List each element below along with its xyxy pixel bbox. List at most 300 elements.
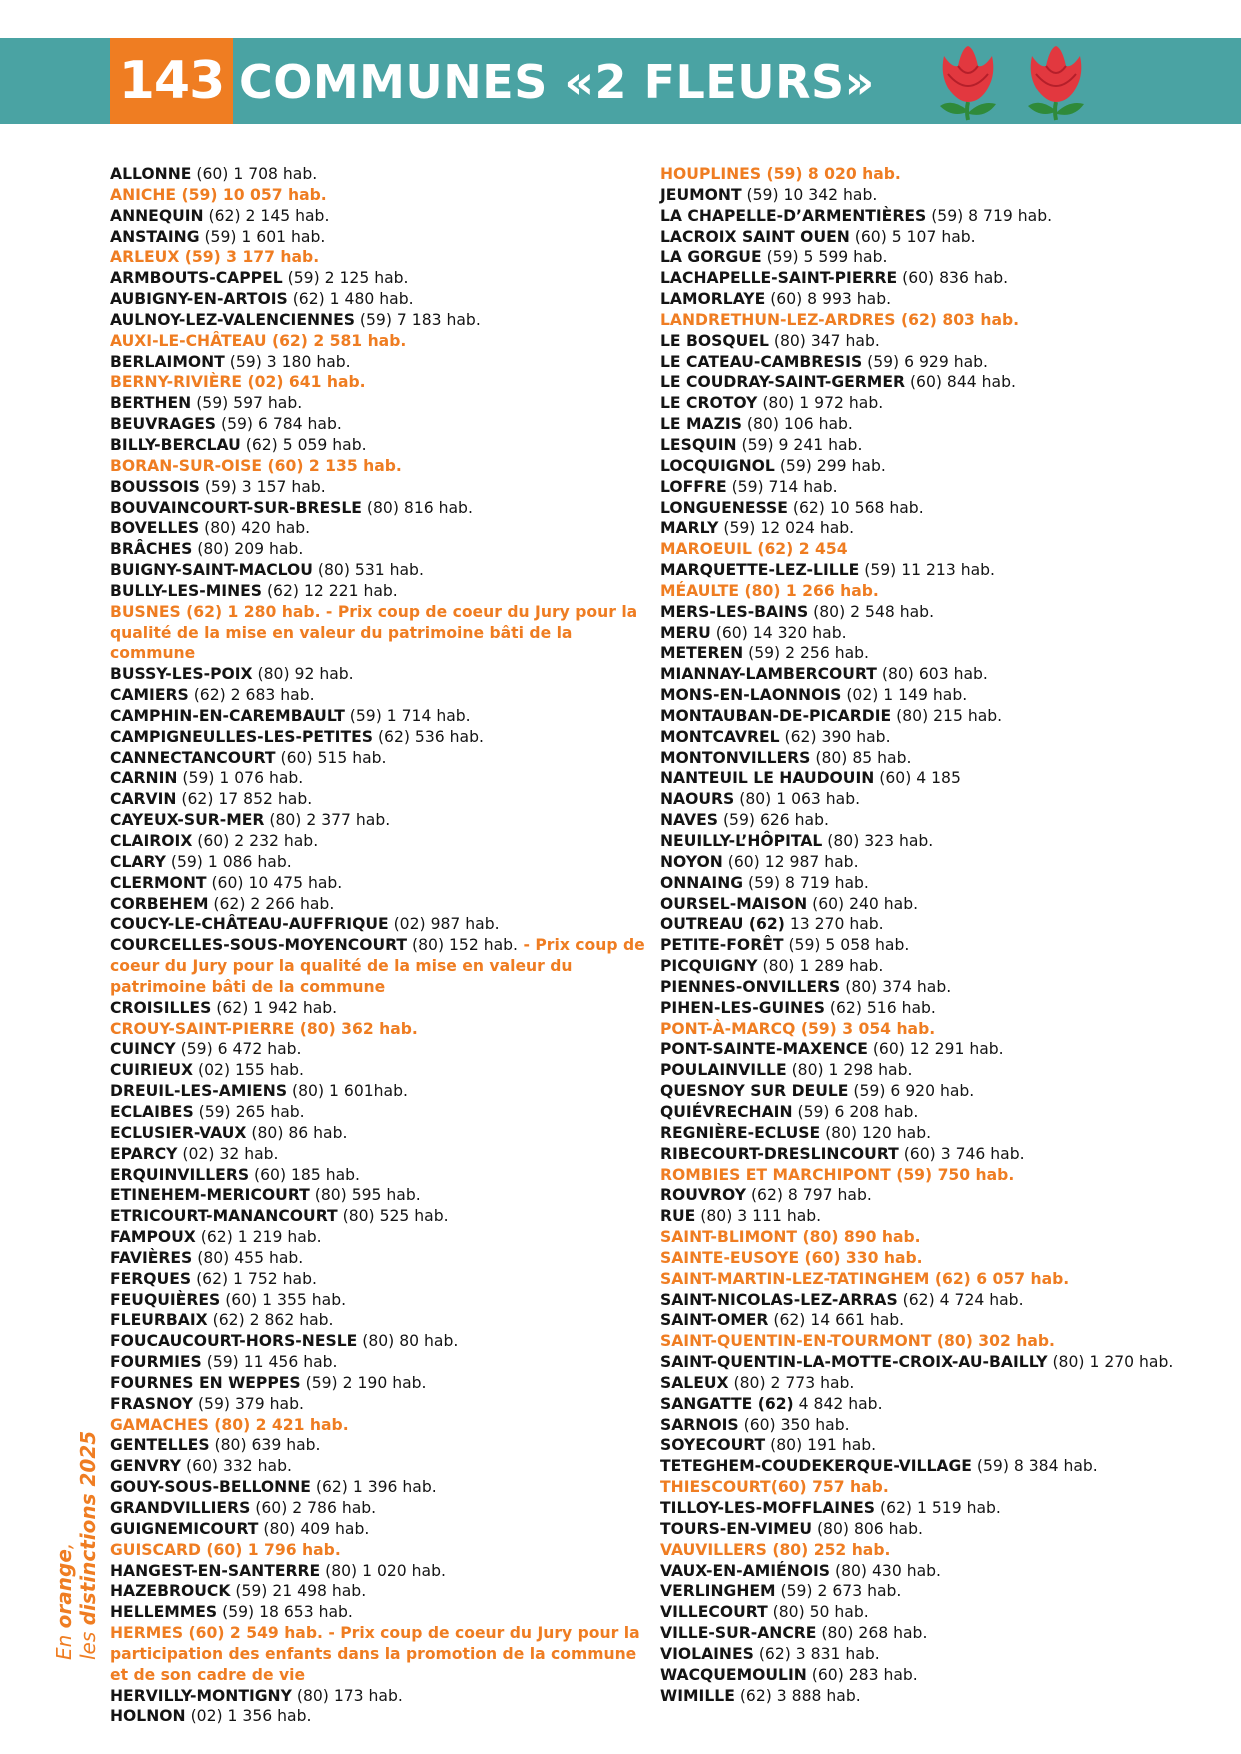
commune-name: HERVILLY-MONTIGNY [110,1686,292,1705]
commune-details: (80) 374 hab. [840,977,952,996]
commune-entry [660,1456,1220,1477]
commune-entry [660,1290,1220,1311]
commune-entry [110,518,646,539]
commune-details: (62) 516 hab. [824,998,936,1017]
commune-entry [110,498,646,519]
commune-name: LESQUIN [660,435,737,454]
commune-details: (59) 21 498 hab. [230,1582,367,1601]
commune-entry [660,498,1220,519]
commune-entry [660,414,1220,435]
commune-name: CUINCY [110,1040,176,1059]
commune-name: SOYECOURT [660,1436,766,1455]
commune-entry [660,1373,1220,1394]
commune-name: SARNOIS [660,1415,739,1434]
commune-entry [110,664,646,685]
commune-details: (59) 1 076 hab. [177,769,304,788]
commune-details: (80) 455 hab. [192,1248,304,1267]
commune-entry [110,1373,646,1394]
commune-name: PONT-SAINTE-MAXENCE [660,1040,868,1059]
commune-name: VILLECOURT [660,1603,768,1622]
commune-details: (60) 240 hab. [807,894,919,913]
commune-entry [660,1310,1220,1331]
commune-name: LA CHAPELLE-D’ARMENTIÈRES [660,206,927,225]
commune-entry [110,831,646,852]
commune-details: (59) 6 920 hab. [848,1082,975,1101]
commune-details: (80) 531 hab. [312,561,424,580]
commune-details: (62) 1 280 hab. - Prix coup de coeur du Jury pour la qualité de la mise en valeur du patrimoine bâti de la commune [110,602,638,663]
commune-entry [110,247,646,268]
side-note-segment: orange [52,1549,76,1629]
commune-details: (02) 641 hab. [242,373,366,392]
commune-entry [660,268,1220,289]
commune-name: ARLEUX [110,248,180,267]
commune-details: (60) 2 786 hab. [250,1499,377,1517]
commune-entry [110,998,646,1019]
commune-name: PIENNES-ONVILLERS [660,977,841,996]
commune-details: (02) 1 356 hab. [185,1707,312,1726]
commune-entry [660,1102,1220,1123]
commune-details: (62) 8 797 hab. [746,1186,872,1205]
commune-details: (62) 1 480 hab. [287,290,414,309]
commune-details: (02) 1 149 hab. [841,686,968,705]
commune-entry [110,581,646,602]
commune-details: (62) 12 221 hab. [262,581,398,600]
commune-entry [660,1561,1220,1582]
side-note-segment: distinctions 2025 [76,1430,100,1626]
commune-entry [660,685,1220,706]
commune-name: FLEURBAIX [110,1311,208,1330]
commune-details: (60) 185 hab. [249,1165,361,1184]
commune-name: ROMBIES ET MARCHIPONT [660,1165,891,1184]
commune-name: DREUIL-LES-AMIENS [110,1082,288,1101]
commune-name: METEREN [660,644,744,663]
commune-name: ECLAIBES [110,1102,194,1121]
commune-details: (62) 3 831 hab. [753,1644,880,1663]
commune-name: ANICHE [110,185,177,204]
commune-name: SAINTE-EUSOYE [660,1248,800,1267]
commune-name: TILLOY-LES-MOFFLAINES [660,1499,876,1517]
commune-entry [660,1602,1220,1623]
commune-details: (62) 2 683 hab. [188,686,315,705]
commune-details: (60) 330 hab. [799,1248,923,1267]
commune-name: MARQUETTE-LEZ-LILLE [660,561,860,580]
commune-name: QUIÉVRECHAIN [660,1102,793,1121]
commune-entry [660,1081,1220,1102]
commune-name: ECLUSIER-VAUX [110,1123,247,1142]
commune-details: (59) 299 hab. [774,456,886,475]
commune-entry [110,1290,646,1311]
commune-details: (59) 626 hab. [718,811,829,830]
commune-name: FERQUES [110,1269,192,1288]
commune-entry [660,1519,1220,1540]
commune-name: FAMPOUX [110,1228,196,1247]
commune-details: (80) 268 hab. [816,1624,928,1643]
commune-name: NAVES [660,811,719,830]
commune-details: (02) 155 hab. [193,1061,305,1080]
side-note-line-1 [52,1360,76,1660]
commune-details: (80) 430 hab. [830,1561,941,1580]
commune-name: RIBECOURT-DRESLINCOURT [660,1144,899,1163]
commune-entry [110,1706,646,1727]
commune-entry [660,706,1220,727]
commune-entry [660,643,1220,664]
commune-entry [110,894,646,915]
commune-entry [110,1623,646,1686]
commune-details: (80) 2 773 hab. [728,1373,855,1392]
commune-name: NOYON [660,852,723,871]
commune-name: BUSNES [110,602,181,621]
commune-details: (80) 86 hab. [246,1123,348,1142]
commune-details: (59) 8 384 hab. [971,1457,1098,1476]
commune-details: (80) 85 hab. [810,748,912,767]
commune-details: (59) 265 hab. [193,1102,305,1121]
commune-entry [660,998,1220,1019]
commune-name: CROUY-SAINT-PIERRE [110,1019,295,1038]
commune-details: (59) 6 472 hab. [175,1040,302,1059]
commune-entry [660,1227,1220,1248]
commune-entry [110,1561,646,1582]
commune-entry [660,289,1220,310]
commune-entry [660,1331,1220,1352]
commune-details: (62) 390 hab. [779,727,891,746]
commune-name: GUIGNEMICOURT [110,1519,259,1538]
commune-name: HANGEST-EN-SANTERRE [110,1561,321,1580]
commune-entry [660,581,1220,602]
commune-entry [110,310,646,331]
commune-details: (59) 597 hab. [191,394,303,413]
commune-details: (59) 3 054 hab. [795,1019,936,1038]
commune-name: PONT-À-MARCQ [660,1019,796,1038]
commune-name: CLARY [110,852,166,871]
commune-entry [660,852,1220,873]
commune-entry [110,1477,646,1498]
commune-details: (80) 50 hab. [767,1603,869,1622]
commune-prize: - Prix coup de coeur du Jury pour la qualité de la mise en valeur du patrimoine bâti de la commune [110,936,645,996]
commune-entry [110,1394,646,1415]
commune-details: (59) 9 241 hab. [736,435,863,454]
commune-name: VILLE-SUR-ANCRE [660,1624,817,1643]
commune-details: (59) 1 086 hab. [165,852,292,871]
commune-name: ETINEHEM-MERICOURT [110,1186,310,1205]
commune-details: (80) 1 020 hab. [320,1561,446,1580]
commune-entry [660,623,1220,644]
commune-details: (62) 1 219 hab. [195,1228,322,1247]
commune-details: (59) 750 hab. [890,1165,1015,1184]
commune-entry [660,1623,1220,1644]
side-note-segment: , [52,1542,76,1550]
commune-name: VERLINGHEM [660,1582,776,1601]
commune-name: CARNIN [110,769,178,788]
commune-details: (80) 1 063 hab. [734,790,861,809]
commune-entry [660,831,1220,852]
commune-name: BRÂCHES [110,540,193,559]
commune-name: COUCY-LE-CHÂTEAU-AUFFRIQUE [110,915,389,934]
commune-entry [110,1269,646,1290]
commune-entry [660,456,1220,477]
commune-details: (62) 803 hab. [895,310,1020,329]
commune-name: AULNOY-LEZ-VALENCIENNES [110,310,355,329]
commune-entry [660,1123,1220,1144]
commune-name: BOVELLES [110,519,200,538]
commune-name: LOCQUIGNOL [660,456,775,475]
commune-entry [660,560,1220,581]
commune-entry [110,1581,646,1602]
commune-name: NANTEUIL LE HAUDOUIN [660,769,875,788]
commune-entry [110,727,646,748]
commune-name: LAMORLAYE [660,290,766,309]
commune-name: CLAIROIX [110,832,193,850]
commune-name: OURSEL-MAISON [660,894,808,913]
commune-name: PIHEN-LES-GUINES [660,998,825,1017]
commune-name: EPARCY [110,1144,178,1163]
commune-details: (60) 757 hab. [770,1478,889,1497]
commune-details: (60) 2 135 hab. [262,456,402,475]
commune-details: (60) 12 291 hab. [867,1040,1004,1059]
commune-name: SAINT-BLIMONT [660,1228,798,1247]
commune-entry [110,768,646,789]
commune-name: SALEUX [660,1373,729,1392]
commune-entry [110,1415,646,1436]
commune-entry [110,789,646,810]
commune-details: (80) 1 298 hab. [786,1061,913,1080]
commune-details: (60) 14 320 hab. [710,623,847,642]
commune-entry [660,1060,1220,1081]
commune-entry [660,914,1220,935]
commune-entry [110,1123,646,1144]
commune-entry [660,1435,1220,1456]
commune-entry [660,1248,1220,1269]
commune-details: (59) 11 456 hab. [201,1353,338,1372]
commune-entry [110,1102,646,1123]
commune-name: ETRICOURT-MANANCOURT [110,1207,338,1226]
commune-name: OUTREAU (62) [660,915,785,934]
commune-entry [110,268,646,289]
commune-entry [660,518,1220,539]
commune-name: QUESNOY SUR DEULE [660,1082,849,1101]
commune-name: CUIRIEUX [110,1061,194,1080]
commune-entry [110,1039,646,1060]
commune-entry [110,935,646,998]
commune-name: LE CROTOY [660,394,758,413]
commune-details: (60) 2 549 hab. - Prix coup de coeur du Jury pour la participation des enfants dans la promotion de la commune et de son cadre de vie [110,1624,640,1684]
commune-entry [110,1248,646,1269]
commune-list-right [660,164,1220,1706]
commune-name: HERMES [110,1624,184,1643]
commune-entry [660,1686,1220,1707]
commune-details: (59) 11 213 hab. [859,561,996,580]
commune-entry [110,706,646,727]
commune-name: PICQUIGNY [660,957,758,976]
commune-entry [110,1498,646,1519]
commune-entry [110,1310,646,1331]
commune-details: (80) 2 548 hab. [808,602,935,621]
commune-entry [660,1415,1220,1436]
commune-details: (80) 603 hab. [876,665,988,684]
commune-entry [660,247,1220,268]
commune-name: HOLNON [110,1707,186,1726]
commune-entry [660,372,1220,393]
commune-name: MIANNAY-LAMBERCOURT [660,665,877,684]
commune-name: SANGATTE (62) [660,1394,794,1413]
commune-name: CANNECTANCOURT [110,748,276,767]
commune-name: CAMPIGNEULLES-LES-PETITES [110,727,373,746]
commune-entry [110,1144,646,1165]
commune-details: (62) 3 888 hab. [734,1686,861,1705]
commune-entry [110,331,646,352]
commune-name: TETEGHEM-COUDEKERQUE-VILLAGE [660,1457,972,1476]
commune-name: CORBEHEM [110,894,209,913]
commune-name: FOURNES EN WEPPES [110,1373,301,1392]
commune-name: ANNEQUIN [110,206,204,225]
commune-name: ONNAING [660,873,744,892]
commune-name: FOUCAUCOURT-HORS-NESLE [110,1332,358,1351]
commune-details: (59) 8 719 hab. [926,206,1053,225]
commune-name: MÉAULTE [660,581,740,600]
commune-name: BOUSSOIS [110,477,200,496]
commune-entry [660,810,1220,831]
commune-details: (59) 8 719 hab. [743,873,869,892]
commune-name: BOUVAINCOURT-SUR-BRESLE [110,498,362,517]
commune-details: (80) 323 hab. [822,832,934,850]
commune-details: (80) 173 hab. [291,1686,403,1705]
commune-name: ANSTAING [110,227,200,246]
commune-entry [110,414,646,435]
commune-name: LE CATEAU-CAMBRESIS [660,352,863,371]
commune-entry [660,768,1220,789]
commune-entry [110,1165,646,1186]
commune-entry [110,748,646,769]
commune-entry [110,456,646,477]
commune-name: MERU [660,623,711,642]
commune-name: LE MAZIS [660,415,742,434]
commune-details: (60) 1 796 hab. [200,1540,341,1559]
commune-details: (80) 409 hab. [258,1519,370,1538]
commune-entry [110,289,646,310]
commune-name: BERTHEN [110,394,192,413]
side-note [52,1360,100,1660]
commune-entry [660,310,1220,331]
commune-details: (80) 1 266 hab. [739,581,879,600]
commune-entry [110,1352,646,1373]
commune-entry [660,206,1220,227]
commune-details: (80) 215 hab. [891,706,1003,725]
commune-entry [660,1165,1220,1186]
commune-details: (62) 1 942 hab. [211,998,338,1017]
commune-name: BUSSY-LES-POIX [110,665,253,684]
commune-name: FAVIÈRES [110,1248,193,1267]
commune-name: BERNY-RIVIÈRE [110,373,243,392]
commune-details: (62) 2 266 hab. [208,894,335,913]
commune-name: GRANDVILLIERS [110,1499,251,1517]
commune-entry [660,748,1220,769]
commune-entry [660,1206,1220,1227]
commune-details: (62) 2 862 hab. [207,1311,334,1330]
commune-entry [660,1039,1220,1060]
commune-name: WIMILLE [660,1686,735,1705]
commune-name: CROISILLES [110,998,212,1017]
commune-details: (60) 283 hab. [806,1665,918,1684]
commune-name: FEUQUIÈRES [110,1290,221,1309]
commune-name: BULLY-LES-MINES [110,581,263,600]
commune-name: CAMPHIN-EN-CAREMBAULT [110,706,345,725]
commune-entry [110,227,646,248]
commune-details: (59) 12 024 hab. [718,519,855,538]
flowers-logo [930,40,1110,122]
commune-details: (59) 379 hab. [193,1394,304,1413]
commune-details: (80) 420 hab. [199,519,311,538]
commune-details: (59) 2 125 hab. [282,269,409,288]
commune-name: RUE [660,1207,696,1226]
commune-entry [660,1540,1220,1561]
commune-details: (62) 10 568 hab. [787,498,924,517]
commune-details: (02) 32 hab. [177,1144,279,1163]
commune-name: ALLONNE [110,165,192,183]
commune-entry [110,1206,646,1227]
commune-name: MAROEUIL [660,540,752,559]
commune-details: (60) 5 107 hab. [849,227,976,246]
commune-entry [660,664,1220,685]
commune-entry [660,602,1220,623]
commune-details: (60) 350 hab. [738,1415,850,1434]
commune-details: (59) 3 157 hab. [199,477,326,496]
commune-details: (80) 595 hab. [309,1186,421,1205]
commune-entry [660,1581,1220,1602]
commune-details: (80) 890 hab. [797,1228,921,1247]
commune-details: (62) 1 519 hab. [875,1499,1001,1517]
commune-name: LA GORGUE [660,248,762,267]
commune-name: BERLAIMONT [110,352,225,371]
commune-name: THIESCOURT [660,1478,771,1497]
commune-details: (59) 6 784 hab. [216,415,342,434]
commune-entry [110,1331,646,1352]
commune-entry [660,185,1220,206]
commune-name: SAINT-OMER [660,1311,769,1330]
commune-entry [110,685,646,706]
commune-list-left [110,164,646,1727]
commune-details: (59) 10 057 hab. [176,185,327,204]
commune-details: (80) 806 hab. [812,1519,923,1538]
commune-details: (62) 2 454 [751,540,848,559]
commune-details: (62) 2 581 hab. [266,331,407,350]
commune-details: (60) 12 987 hab. [722,852,859,871]
commune-details: (59) 8 020 hab. [761,165,901,183]
commune-name: LANDRETHUN-LEZ-ARDRES [660,310,896,329]
commune-details: (60) 515 hab. [275,748,387,767]
commune-details: (60) 836 hab. [897,269,1009,288]
commune-details: (80) 816 hab. [361,498,473,517]
commune-details: 4 842 hab. [793,1394,883,1413]
commune-details: (59) 3 177 hab. [179,248,320,267]
commune-name: LONGUENESSE [660,498,788,517]
commune-name: BILLY-BERCLAU [110,435,241,454]
commune-entry [110,185,646,206]
commune-details: (80) 92 hab. [252,665,354,684]
commune-name: GENTELLES [110,1436,210,1455]
commune-entry [660,435,1220,456]
commune-details: (80) 347 hab. [768,331,880,350]
commune-details: (80) 152 hab. [407,936,519,955]
commune-details: (60) 844 hab. [904,373,1016,392]
commune-entry [110,1060,646,1081]
commune-entry [660,1644,1220,1665]
side-note-segment: En [52,1628,76,1660]
commune-details: (80) 362 hab. [294,1019,418,1038]
commune-name: ARMBOUTS-CAPPEL [110,269,283,288]
commune-entry [660,977,1220,998]
commune-name: GUISCARD [110,1540,201,1559]
commune-name: NAOURS [660,790,735,809]
commune-details: (60) 3 746 hab. [898,1144,1025,1163]
